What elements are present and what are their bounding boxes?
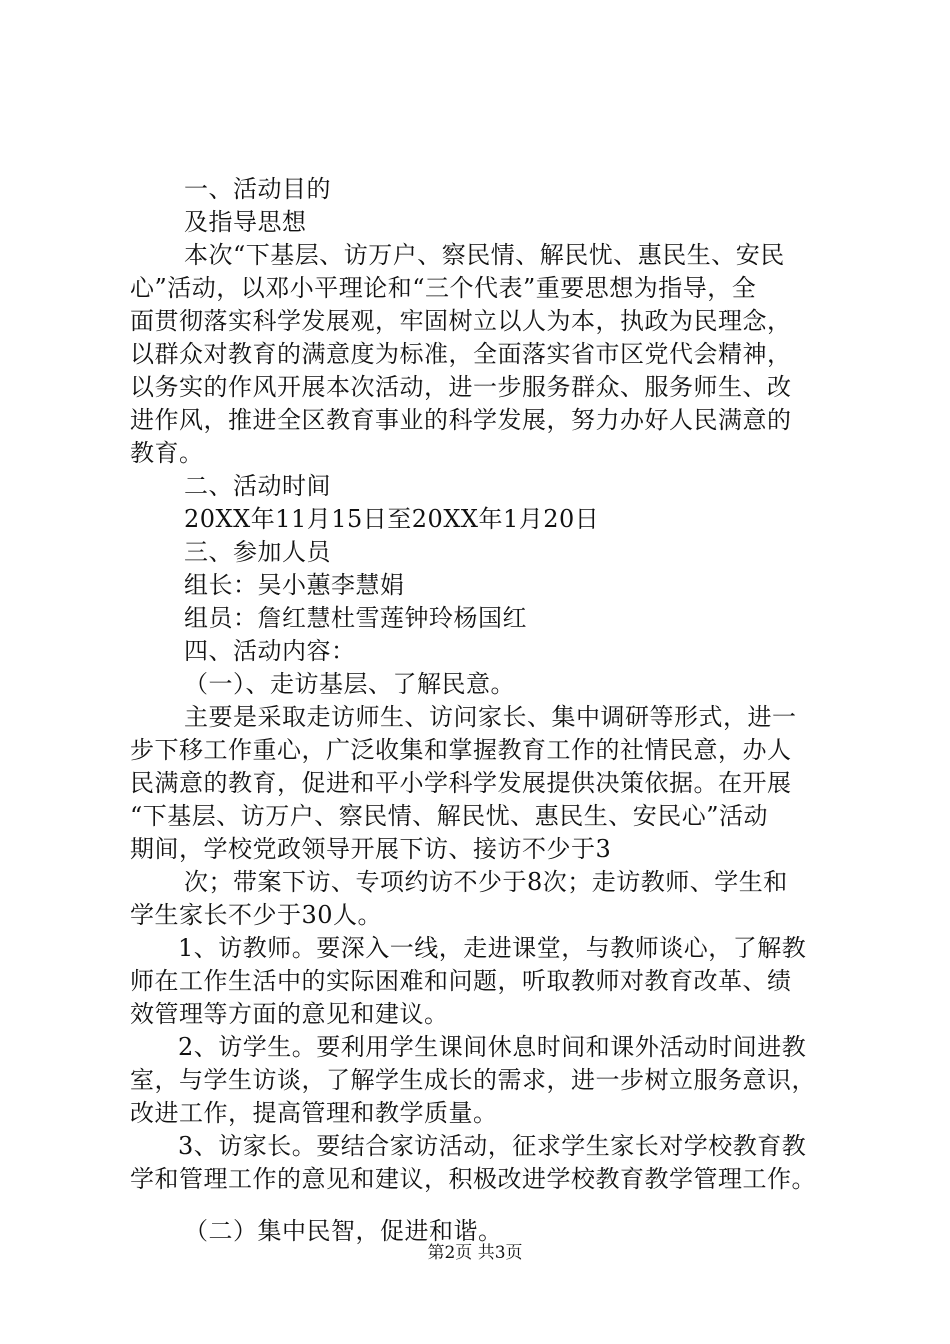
item-visit-parents: 3、访家长。要结合家访活动，征求学生家长对学校教育教 <box>178 1132 807 1160</box>
paragraph-line: 次；带案下访、专项约访不少于8次；走访教师、学生和 <box>184 868 788 896</box>
subheading-visit-grassroots: （一）、走访基层、了解民意。 <box>184 670 515 698</box>
paragraph-line: 师在工作生活中的实际困难和问题，听取教师对教育改革、绩 <box>130 967 792 995</box>
paragraph-line: 效管理等方面的意见和建议。 <box>130 1000 449 1028</box>
heading-guiding-thought: 及指导思想 <box>184 208 307 236</box>
paragraph-line: 学生家长不少于30人。 <box>130 901 383 929</box>
subheading-gather-wisdom: （二）集中民智，促进和谐。 <box>184 1217 503 1245</box>
heading-activity-content: 四、活动内容： <box>184 637 356 665</box>
heading-activity-purpose: 一、活动目的 <box>184 175 331 203</box>
paragraph-line: 教育。 <box>130 439 204 467</box>
paragraph-line: 主要是采取走访师生、访问家长、集中调研等形式，进一 <box>184 703 797 731</box>
paragraph-line: 步下移工作重心，广泛收集和掌握教育工作的社情民意，办人 <box>130 736 792 764</box>
heading-participants: 三、参加人员 <box>184 538 331 566</box>
heading-activity-time: 二、活动时间 <box>184 472 331 500</box>
paragraph-line: 心”活动，以邓小平理论和“三个代表”重要思想为指导，全 <box>130 274 757 302</box>
paragraph-line: 进作风，推进全区教育事业的科学发展，努力办好人民满意的 <box>130 406 792 434</box>
paragraph-line: 面贯彻落实科学发展观，牢固树立以人为本，执政为民理念， <box>130 307 792 335</box>
paragraph-line: 室，与学生访谈，了解学生成长的需求，进一步树立服务意识， <box>130 1066 816 1094</box>
paragraph-line: 改进工作，提高管理和教学质量。 <box>130 1099 498 1127</box>
paragraph-line: 以务实的作风开展本次活动，进一步服务群众、服务师生、改 <box>130 373 792 401</box>
paragraph-line: 期间，学校党政领导开展下访、接访不少于3 <box>130 835 612 863</box>
item-visit-students: 2、访学生。要利用学生课间休息时间和课外活动时间进教 <box>178 1033 807 1061</box>
activity-date-range: 20XX年11月15日至20XX年1月20日 <box>184 505 600 533</box>
team-leaders: 组长：吴小蕙李慧娟 <box>184 571 405 599</box>
page-number-footer: 第2页 共3页 <box>427 1243 523 1263</box>
item-visit-teachers: 1、访教师。要深入一线，走进课堂，与教师谈心，了解教 <box>178 934 807 962</box>
paragraph-line: 本次“下基层、访万户、察民情、解民忧、惠民生、安民 <box>184 241 785 269</box>
paragraph-line: 民满意的教育，促进和平小学科学发展提供决策依据。在开展 <box>130 769 792 797</box>
paragraph-line: “下基层、访万户、察民情、解民忧、惠民生、安民心”活动 <box>130 802 769 830</box>
paragraph-line: 以群众对教育的满意度为标准，全面落实省市区党代会精神， <box>130 340 792 368</box>
paragraph-line: 学和管理工作的意见和建议，积极改进学校教育教学管理工作。 <box>130 1165 816 1193</box>
team-members: 组员：詹红慧杜雪莲钟玲杨国红 <box>184 604 527 632</box>
